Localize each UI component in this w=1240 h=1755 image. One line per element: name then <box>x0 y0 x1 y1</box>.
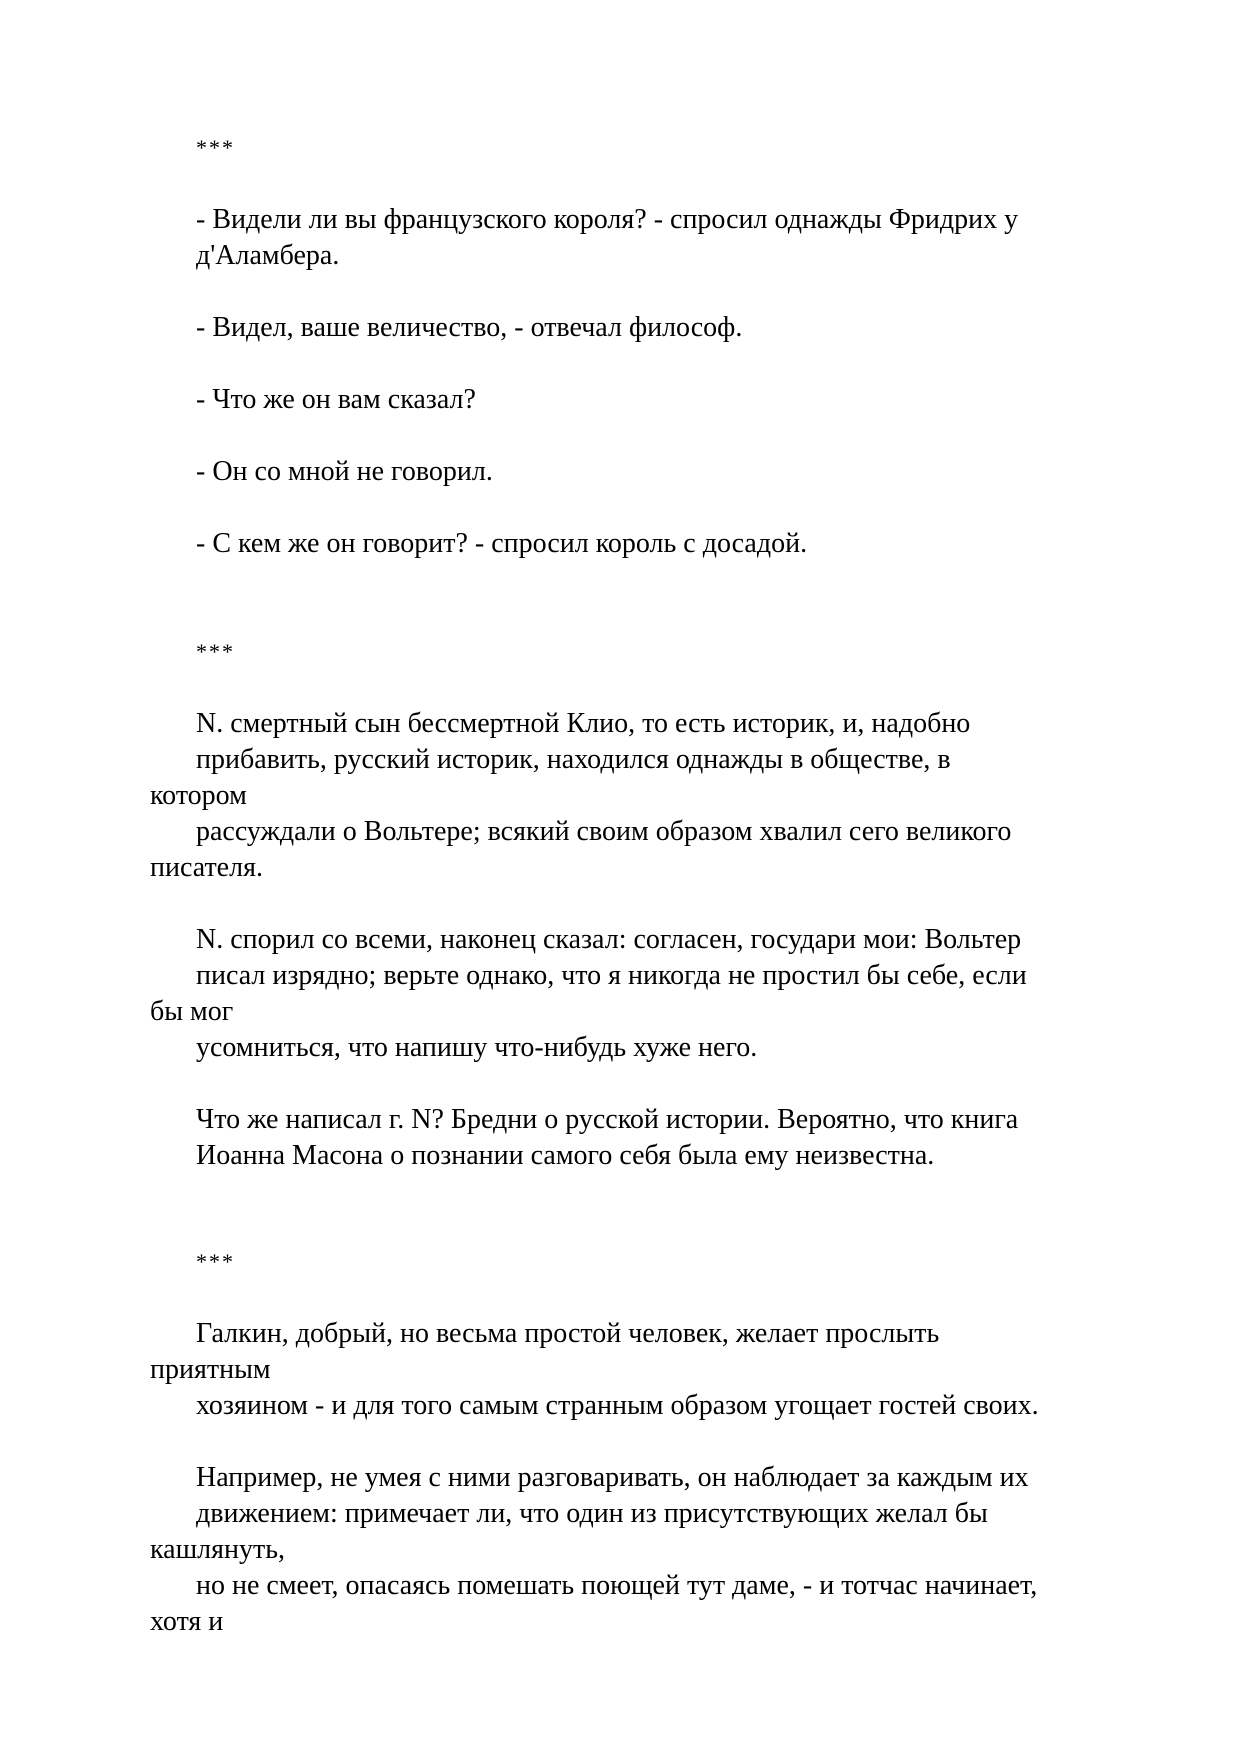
text-line: котором <box>150 780 247 811</box>
text-line: усомниться, что напишу что-нибудь хуже него. <box>196 1032 758 1063</box>
text-line: - Что же он вам сказал? <box>196 384 476 415</box>
text-line: но не смеет, опасаясь помешать поющей тут даме, - и тотчас начинает, <box>196 1570 1038 1601</box>
text-line: хотя и <box>150 1606 224 1637</box>
text-line: писателя. <box>150 852 263 883</box>
text-line: - Он со мной не говорил. <box>196 456 493 487</box>
text-line: прибавить, русский историк, находился однажды в обществе, в <box>196 744 951 775</box>
text-line: N. смертный сын бессмертной Клио, то есть историк, и, надобно <box>196 708 971 739</box>
text-line: писал изрядно; верьте однако, что я никогда не простил бы себе, если <box>196 960 1027 991</box>
text-line: Галкин, добрый, но весьма простой человек, желает прослыть <box>196 1318 940 1349</box>
text-line: хозяином - и для того самым странным образом угощает гостей своих. <box>196 1390 1039 1421</box>
text-line: Иоанна Масона о познании самого себя была ему неизвестна. <box>196 1140 935 1171</box>
text-line: Что же написал г. N? Бредни о русской истории. Вероятно, что книга <box>196 1104 1019 1135</box>
text-line: приятным <box>150 1354 271 1385</box>
text-line: кашлянуть, <box>150 1534 286 1565</box>
text-line: - Видели ли вы французского короля? - спросил однажды Фридрих у <box>196 204 1019 235</box>
text-line: движением: примечает ли, что один из присутствующих желал бы <box>196 1498 988 1529</box>
text-line: бы мог <box>150 996 234 1027</box>
section-separator: *** <box>196 639 235 664</box>
text-line: д'Аламбера. <box>196 240 340 271</box>
text-line: - Видел, ваше величество, - отвечал философ. <box>196 312 743 343</box>
section-separator: *** <box>196 1249 235 1274</box>
text-line: - С кем же он говорит? - спросил король с досадой. <box>196 528 808 559</box>
text-line: Например, не умея с ними разговаривать, он наблюдает за каждым их <box>196 1462 1029 1493</box>
text-line: рассуждали о Вольтере; всякий своим образом хвалил сего великого <box>196 816 1012 847</box>
text-line: N. спорил со всеми, наконец сказал: согласен, государи мои: Вольтер <box>196 924 1022 955</box>
section-separator: *** <box>196 135 235 160</box>
